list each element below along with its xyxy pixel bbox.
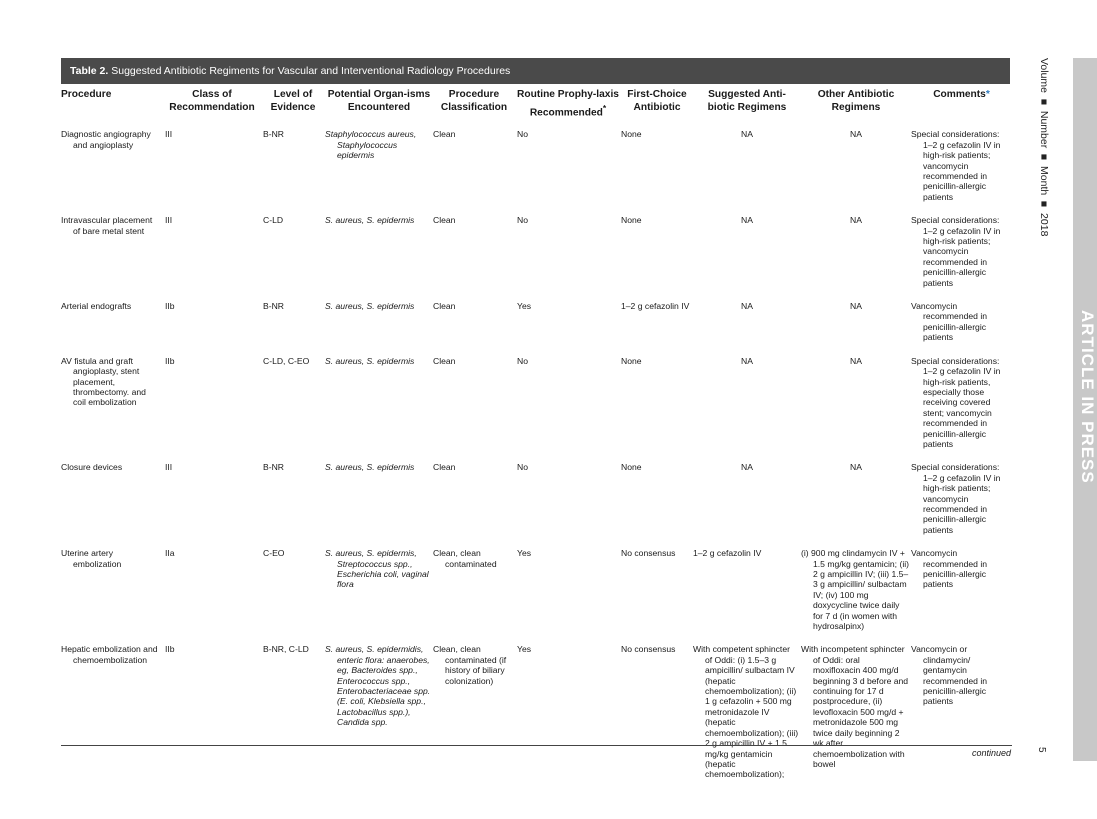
cell-suggested: NA xyxy=(741,355,753,366)
cell-classification: Clean xyxy=(433,462,456,473)
article-in-press-label: ARTICLE IN PRESS xyxy=(1078,310,1097,484)
cell-procedure: Intravascular placement of bare metal stent xyxy=(61,215,153,236)
cell-comments: Vancomycin recommended in penicillin-allergic patients xyxy=(911,301,988,343)
continued-note: continued xyxy=(971,748,1011,758)
cell-other: NA xyxy=(850,462,862,473)
cell-classification: Clean xyxy=(433,301,456,312)
col-header-procedure: Procedure xyxy=(61,89,112,100)
cell-organisms: S. aureus, S. epidermis xyxy=(325,215,415,226)
page-number: 5 xyxy=(1036,747,1047,753)
col-header-class: Class of Recommendation xyxy=(169,89,255,113)
cell-first-choice: No consensus xyxy=(621,548,676,559)
cell-procedure: Diagnostic angiography and angioplasty xyxy=(61,129,151,150)
cell-routine: Yes xyxy=(517,644,532,655)
cell-level: C-LD, C-EO xyxy=(263,355,310,366)
table-bottom-rule xyxy=(61,745,1012,746)
cell-other: NA xyxy=(850,129,862,140)
comments-label: Comments xyxy=(933,89,986,100)
cell-procedure: Closure devices xyxy=(61,462,123,473)
col-header-suggested: Suggested Anti-biotic Regimens xyxy=(707,89,787,113)
cell-comments: Vancomycin or clindamycin/ gentamycin recommended in penicillin-allergic patients xyxy=(911,644,988,707)
table-row xyxy=(61,356,1012,463)
cell-suggested: With competent sphincter of Oddi: (i) 1.5–3 g ampicillin/ sulbactam IV (hepatic chemoembolization); (ii) 1 g cefazolin + 500 mg metronidazole IV (hepatic chemoembolization); (iii) 2 g ampicillin IV + 1.5 mg/kg gentamicin (hepatic chemoembolization); xyxy=(693,644,799,780)
cell-classification: Clean, clean contaminated (if history of biliary colonization) xyxy=(433,644,507,686)
cell-organisms: S. aureus, S. epidermidis, enteric flora: anaerobes, eg, Bacteroides spp., Enterococcus spp., Enterobacteriaceae spp. (E. coli, Klebsiella spp., Lactobacillus spp.), Candida spp. xyxy=(325,644,431,728)
cell-level: C-EO xyxy=(263,548,285,559)
table-row xyxy=(61,644,1012,792)
cell-suggested: 1–2 g cefazolin IV xyxy=(693,548,762,559)
col-header-organisms: Potential Organ-isms Encountered xyxy=(327,89,431,113)
cell-other: NA xyxy=(850,301,862,312)
cell-organisms: Staphylococcus aureus, Staphylococcus epidermis xyxy=(325,129,417,161)
cell-suggested: NA xyxy=(741,129,753,140)
cell-procedure: Arterial endografts xyxy=(61,301,132,312)
table-row xyxy=(61,462,1012,548)
cell-organisms: S. aureus, S. epidermis xyxy=(325,355,415,366)
col-header-classification: Procedure Classification xyxy=(440,89,508,113)
table-row xyxy=(61,301,1012,356)
cell-procedure: Hepatic embolization and chemoembolization xyxy=(61,644,158,665)
cell-comments: Special considerations: 1–2 g cefazolin IV in high-risk patients; vancomycin recommended in penicillin-allergic patients xyxy=(911,215,1001,288)
cell-routine: Yes xyxy=(517,548,532,559)
cell-class: IIb xyxy=(165,644,175,655)
cell-level: B-NR xyxy=(263,301,285,312)
cell-comments: Special considerations: 1–2 g cefazolin IV in high-risk patients; vancomycin recommended in penicillin-allergic patients xyxy=(911,462,1001,535)
cell-other: NA xyxy=(850,215,862,226)
cell-suggested: NA xyxy=(741,462,753,473)
table-number: Table 2. xyxy=(70,65,109,77)
cell-first-choice: 1–2 g cefazolin IV xyxy=(621,301,690,312)
cell-organisms: S. aureus, S. epidermis xyxy=(325,301,415,312)
cell-organisms: S. aureus, S. epidermis, Streptococcus spp., Escherichia coli, vaginal flora xyxy=(325,548,429,590)
cell-first-choice: None xyxy=(621,215,642,226)
cell-routine: Yes xyxy=(517,301,532,312)
cell-classification: Clean xyxy=(433,215,456,226)
cell-procedure: AV fistula and graft angioplasty, stent placement, thrombectomy. and coil embolization xyxy=(61,355,146,408)
table-title: Suggested Antibiotic Regiments for Vascular and Interventional Radiology Procedures xyxy=(111,65,511,77)
comments-footnote-mark: * xyxy=(985,89,990,100)
cell-first-choice: None xyxy=(621,462,642,473)
col-header-first-choice: First-Choice Antibiotic xyxy=(627,89,687,113)
cell-routine: No xyxy=(517,462,528,473)
cell-classification: Clean xyxy=(433,129,456,140)
cell-level: C-LD xyxy=(263,215,284,226)
col-header-routine xyxy=(515,86,621,129)
cell-level: B-NR xyxy=(263,462,285,473)
cell-other: With incompetent sphincter of Oddi: oral moxifloxacin 400 mg/d beginning 3 d before and continuing for 17 d postprocedure, (ii) levofloxacin 500 mg/d + metronidazole 500 mg twice daily beginning 2 wk after chemoembolization with bowel xyxy=(801,644,909,769)
col-header-other: Other Antibiotic Regimens xyxy=(817,89,895,113)
cell-class: III xyxy=(165,215,173,226)
cell-classification: Clean, clean contaminated xyxy=(433,548,497,569)
routine-footnote-mark: * xyxy=(602,102,607,113)
cell-level: B-NR xyxy=(263,129,285,140)
cell-comments: Special considerations: 1–2 g cefazolin IV in high-risk patients, especially those receiving covered stent; vancomycin recommended in penicillin-allergic patients xyxy=(911,355,1001,449)
cell-routine: No xyxy=(517,215,528,226)
cell-class: III xyxy=(165,462,173,473)
col-header-comments xyxy=(911,86,1012,129)
cell-comments: Vancomycin recommended in penicillin-allergic patients xyxy=(911,548,988,590)
journal-running-head: Volume ■ Number ■ Month ■ 2018 xyxy=(1038,58,1050,237)
cell-routine: No xyxy=(517,355,528,366)
cell-suggested: NA xyxy=(741,215,753,226)
antibiotic-table xyxy=(61,86,1012,793)
cell-comments: Special considerations: 1–2 g cefazolin IV in high-risk patients; vancomycin recommended in penicillin-allergic patients xyxy=(911,129,1001,202)
table-row xyxy=(61,215,1012,301)
cell-classification: Clean xyxy=(433,355,456,366)
cell-procedure: Uterine artery embolization xyxy=(61,548,122,569)
cell-other: NA xyxy=(850,355,862,366)
cell-level: B-NR, C-LD xyxy=(263,644,309,655)
cell-suggested: NA xyxy=(741,301,753,312)
cell-class: IIa xyxy=(165,548,175,559)
header-row xyxy=(61,86,1012,129)
cell-class: III xyxy=(165,129,173,140)
cell-first-choice: None xyxy=(621,129,642,140)
cell-other: (i) 900 mg clindamycin IV + 1.5 mg/kg gentamicin; (ii) 2 g ampicillin IV; (iii) 1.5–3 g ampicillin/ sulbactam IV; (iv) 100 mg doxycycline twice daily for 7 d (in women with hydrosalpinx) xyxy=(801,548,909,632)
cell-class: IIb xyxy=(165,301,175,312)
table-title-bar xyxy=(61,58,1010,84)
col-header-level: Level of Evidence xyxy=(270,89,316,113)
cell-routine: No xyxy=(517,129,528,140)
cell-first-choice: No consensus xyxy=(621,644,676,655)
cell-class: IIb xyxy=(165,355,175,366)
cell-organisms: S. aureus, S. epidermis xyxy=(325,462,415,473)
table-row xyxy=(61,129,1012,215)
cell-first-choice: None xyxy=(621,355,642,366)
routine-label: Routine Prophy-laxis Recommended xyxy=(517,89,619,118)
table-row xyxy=(61,548,1012,644)
